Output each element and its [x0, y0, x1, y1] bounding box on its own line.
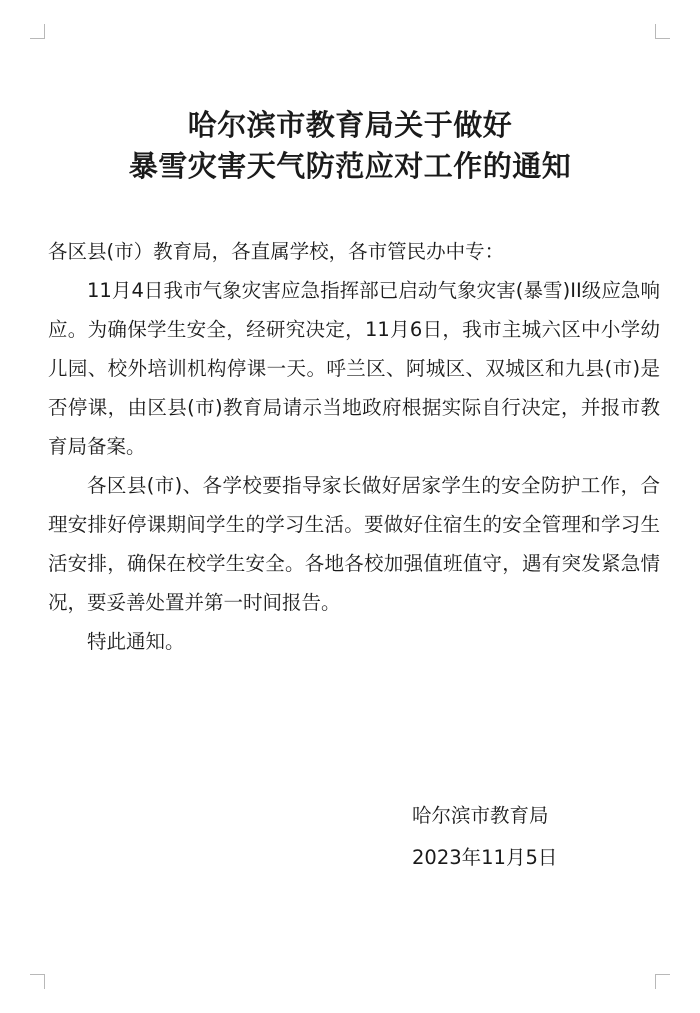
paragraph-1: 11月4日我市气象灾害应急指挥部已启动气象灾害(暴雪)II级应急响应。为确保学生安全，经研究决定，11月6日，我市主城六区中小学幼儿园、校外培训机构停课一天。呼兰区、阿城区、双城区和九县(市)是否停课，由区县(市)教育局请示当地政府根据实际自行决定，并报市教育局备案。	[48, 279, 660, 458]
document-title-line-2: 暴雪灾害天气防范应对工作的通知	[128, 149, 572, 183]
paragraph-closing: 特此通知。	[87, 630, 185, 653]
paragraph-2: 各区县(市)、各学校要指导家长做好居家学生的安全防护工作，合理安排好停课期间学生的学习生活。要做好住宿生的安全管理和学习生活安排，确保在校学生安全。各地各校加强值班值守，遇有突发紧急情况，要妥善处置并第一时间报告。	[48, 474, 660, 614]
crop-mark-top-right	[655, 24, 670, 39]
salutation: 各区县(市）教育局，各直属学校，各市管民办中专：	[48, 240, 505, 263]
crop-mark-top-left	[30, 24, 45, 39]
document-body	[48, 232, 660, 661]
signature-issuer: 哈尔滨市教育局	[412, 804, 549, 827]
crop-mark-bottom-right	[655, 974, 670, 989]
document-title-line-1: 哈尔滨市教育局关于做好	[187, 108, 513, 142]
crop-mark-bottom-left	[30, 974, 45, 989]
signature-date: 2023年11月5日	[412, 846, 558, 869]
